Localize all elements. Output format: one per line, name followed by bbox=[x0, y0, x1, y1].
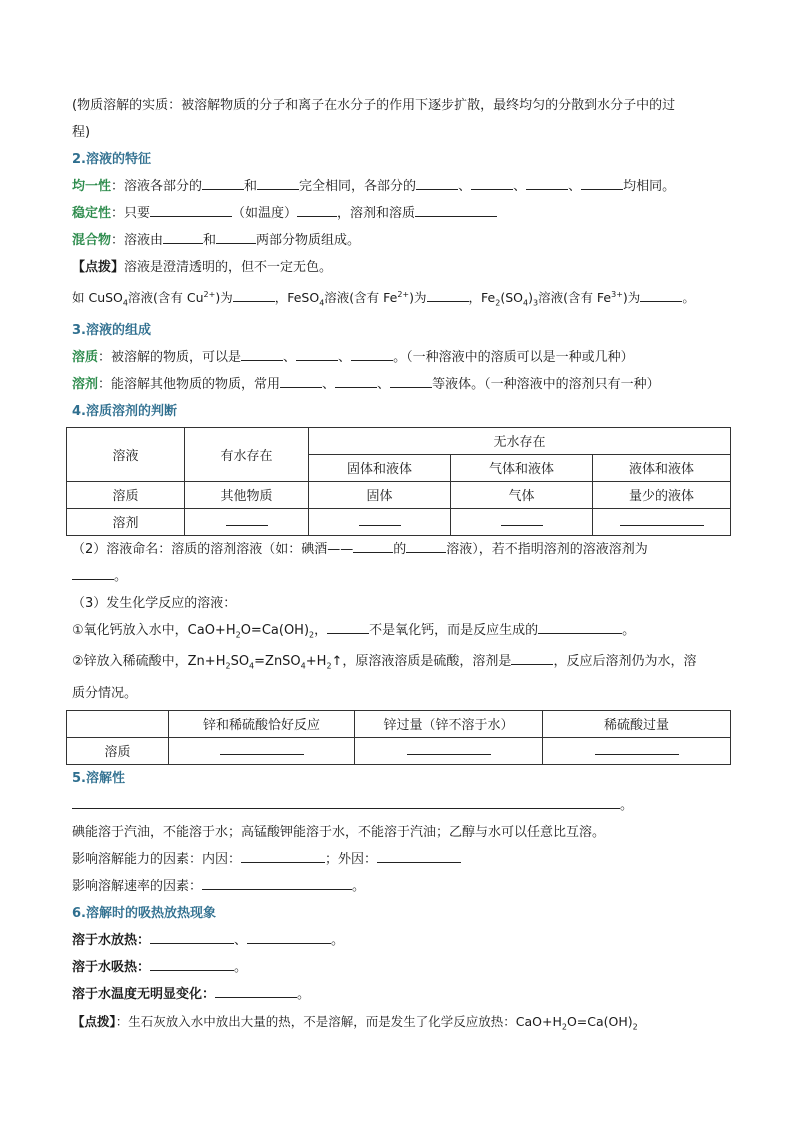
text: 均相同。 bbox=[623, 179, 676, 194]
text: ，溶剂和溶质 bbox=[337, 206, 416, 221]
blank[interactable] bbox=[220, 742, 304, 755]
cell bbox=[451, 508, 593, 535]
text: ) bbox=[528, 290, 533, 306]
blank[interactable] bbox=[501, 513, 543, 526]
intro-text-end: 程) bbox=[72, 125, 91, 140]
subscript: 4 bbox=[249, 661, 255, 671]
uniformity-line bbox=[72, 175, 732, 199]
header-solid-liquid: 固体和液体 bbox=[309, 454, 451, 481]
reaction-heading: （3）发生化学反应的溶液： bbox=[72, 595, 237, 611]
blank[interactable] bbox=[335, 373, 377, 388]
cao-line bbox=[72, 619, 732, 648]
text: ②锌放入稀硫酸中，Zn+H bbox=[72, 654, 226, 670]
blank[interactable] bbox=[620, 513, 704, 526]
endothermic-line bbox=[72, 956, 732, 980]
text: ①氧化钙放入水中，CaO+H bbox=[72, 622, 236, 638]
blank[interactable] bbox=[150, 202, 232, 217]
blank[interactable] bbox=[150, 929, 234, 944]
subscript: 4 bbox=[319, 298, 325, 308]
text: ：生石灰放入水中放出大量的热，不是溶解，而是发生了化学反应放热：CaO+H bbox=[115, 1013, 562, 1029]
text: 溶液(含有 Fe bbox=[324, 290, 398, 306]
text: 溶液(含有 Cu bbox=[128, 290, 204, 306]
blank[interactable] bbox=[327, 619, 369, 634]
text: 。 bbox=[682, 290, 695, 306]
cell bbox=[309, 508, 451, 535]
text: 、 bbox=[338, 349, 352, 365]
cell bbox=[185, 508, 309, 535]
text: ；外因： bbox=[325, 851, 378, 867]
text: 溶于水放热： bbox=[72, 932, 151, 948]
section-5-heading: 5.溶解性 bbox=[72, 770, 125, 786]
blank[interactable] bbox=[407, 742, 491, 755]
intro-line-1 bbox=[72, 94, 732, 118]
blank[interactable] bbox=[415, 202, 497, 217]
subscript: 2 bbox=[309, 630, 315, 640]
subscript: 2 bbox=[561, 1022, 567, 1032]
zn-line bbox=[72, 650, 732, 679]
cell: 量少的液体 bbox=[593, 481, 731, 508]
cell: 固体 bbox=[309, 481, 451, 508]
subscript: 2 bbox=[326, 661, 332, 671]
cell bbox=[169, 737, 355, 764]
examples-line: 碘能溶于汽油，不能溶于水；高锰酸钾能溶于水，不能溶于汽油；乙醇与水可以任意比互溶。 bbox=[72, 824, 606, 840]
text: O=Ca(OH) bbox=[240, 622, 310, 638]
text: ：溶液由 bbox=[111, 233, 164, 248]
header-exact: 锌和稀硫酸恰好反应 bbox=[169, 710, 355, 737]
stability-line bbox=[72, 202, 732, 226]
header-with-water: 有水存在 bbox=[185, 427, 309, 481]
header-zinc-excess: 锌过量（锌不溶于水） bbox=[355, 710, 543, 737]
text: 溶液），若不指明溶剂的溶液溶剂为 bbox=[446, 541, 648, 557]
text: （如温度） bbox=[232, 206, 298, 221]
text: )为 bbox=[622, 290, 641, 306]
text: 、 bbox=[458, 179, 472, 194]
subscript: 2 bbox=[225, 661, 231, 671]
blank[interactable] bbox=[595, 742, 679, 755]
text: 影响溶解速率的因素： bbox=[72, 878, 203, 894]
text: 、 bbox=[283, 349, 297, 365]
text: 两部分物质组成。 bbox=[256, 233, 361, 248]
text: 。 bbox=[114, 568, 128, 584]
solute-solvent-table bbox=[66, 427, 731, 536]
blank[interactable] bbox=[526, 175, 568, 190]
text: 、 bbox=[377, 376, 391, 392]
text: O=Ca(OH) bbox=[566, 1013, 633, 1029]
cell: 气体 bbox=[451, 481, 593, 508]
cell bbox=[355, 737, 543, 764]
blank[interactable] bbox=[427, 287, 469, 302]
text: 和 bbox=[203, 233, 217, 248]
blank[interactable] bbox=[351, 346, 393, 361]
section-2-heading: 2.溶液的特征 bbox=[72, 152, 151, 167]
cell bbox=[543, 737, 731, 764]
blank[interactable] bbox=[241, 346, 283, 361]
blank[interactable] bbox=[280, 373, 322, 388]
text: 溶液(含有 Fe bbox=[538, 290, 612, 306]
text: (SO bbox=[500, 290, 523, 306]
solvent-line bbox=[72, 373, 732, 397]
solute-term: 溶质 bbox=[72, 349, 99, 365]
mixture-term: 混合物 bbox=[72, 233, 112, 248]
text: 等液体。（一种溶液中的溶剂只有一种） bbox=[432, 376, 660, 392]
header-solution: 溶液 bbox=[67, 427, 185, 481]
worksheet-page bbox=[72, 94, 732, 1042]
blank[interactable] bbox=[471, 175, 513, 190]
text: 、 bbox=[322, 376, 336, 392]
blank[interactable] bbox=[215, 983, 297, 998]
text: 。 bbox=[622, 622, 636, 638]
text: 溶于水温度无明显变化： bbox=[72, 986, 216, 1002]
text: 、 bbox=[234, 932, 248, 948]
tip-text: 溶液是澄清透明的，但不一定无色。 bbox=[124, 260, 333, 275]
blank[interactable] bbox=[511, 650, 553, 665]
text: 、 bbox=[513, 179, 527, 194]
blank[interactable] bbox=[297, 202, 337, 217]
text: SO bbox=[230, 654, 250, 670]
text: ，反应后溶剂仍为水，溶 bbox=[553, 654, 697, 670]
text: 如 CuSO bbox=[72, 290, 123, 306]
solubility-line bbox=[72, 794, 732, 818]
text: 。（一种溶液中的溶质可以是一种或几种） bbox=[393, 349, 634, 365]
text: ：被溶解的物质，可以是 bbox=[98, 349, 242, 365]
blank[interactable] bbox=[163, 229, 203, 244]
intro-line-2 bbox=[72, 121, 732, 145]
text: 影响溶解能力的因素：内因： bbox=[72, 851, 242, 867]
solute-line bbox=[72, 346, 732, 370]
blank[interactable] bbox=[640, 287, 682, 302]
solvent-term: 溶剂 bbox=[72, 376, 99, 392]
text: ，Fe bbox=[468, 290, 496, 306]
text: ↑，原溶液溶质是硫酸，溶剂是 bbox=[331, 654, 512, 670]
text: =ZnSO bbox=[254, 654, 301, 670]
cell: 其他物质 bbox=[185, 481, 309, 508]
text: 、 bbox=[568, 179, 582, 194]
subscript: 2 bbox=[235, 630, 241, 640]
blank[interactable] bbox=[72, 565, 114, 580]
mixture-line bbox=[72, 229, 732, 253]
row-solvent-label: 溶剂 bbox=[67, 508, 185, 535]
text: 。 bbox=[297, 986, 311, 1002]
intro-text: (物质溶解的实质：被溶解物质的分子和离子在水分子的作用下逐步扩散，最终均匀的分散到水分子中的过 bbox=[72, 98, 676, 113]
cell bbox=[593, 508, 731, 535]
superscript: 2+ bbox=[203, 290, 216, 299]
tip-label: 【点拨】 bbox=[72, 260, 125, 275]
blank[interactable] bbox=[247, 929, 331, 944]
blank[interactable] bbox=[233, 287, 275, 302]
cell bbox=[67, 710, 169, 737]
subscript: 4 bbox=[300, 661, 306, 671]
text: ：溶液各部分的 bbox=[111, 179, 203, 194]
subscript: 4 bbox=[522, 298, 529, 308]
tip-label: 【点拨】 bbox=[72, 1013, 116, 1029]
naming-line bbox=[72, 538, 732, 562]
text: ， bbox=[314, 622, 328, 638]
text: 完全相同，各部分的 bbox=[299, 179, 417, 194]
text: 的 bbox=[393, 541, 407, 557]
text: （2）溶液命名：溶质的溶剂溶液（如：碘酒—— bbox=[72, 541, 354, 557]
superscript: 3+ bbox=[611, 290, 623, 299]
blank[interactable] bbox=[216, 229, 256, 244]
blank[interactable] bbox=[202, 875, 352, 890]
blank[interactable] bbox=[150, 956, 234, 971]
blank[interactable] bbox=[257, 175, 299, 190]
blank[interactable] bbox=[353, 538, 393, 553]
subscript: 2 bbox=[495, 298, 501, 308]
blank[interactable] bbox=[377, 848, 461, 863]
section-4-heading: 4.溶质溶剂的判断 bbox=[72, 403, 177, 419]
row-solute-label: 溶质 bbox=[67, 737, 169, 764]
header-liquid-liquid: 液体和液体 bbox=[593, 454, 731, 481]
no-change-line bbox=[72, 983, 732, 1007]
header-no-water: 无水存在 bbox=[309, 427, 731, 454]
section-3-heading: 3.溶液的组成 bbox=[72, 322, 151, 338]
tip-line-2 bbox=[72, 1010, 732, 1040]
text: 。 bbox=[352, 878, 366, 894]
exothermic-line bbox=[72, 929, 732, 953]
text: 不是氧化钙，而是反应生成的 bbox=[369, 622, 539, 638]
text: 。 bbox=[331, 932, 345, 948]
text: 溶于水吸热： bbox=[72, 959, 151, 975]
blank[interactable] bbox=[202, 175, 244, 190]
uniformity-term: 均一性 bbox=[72, 179, 112, 194]
text: 和 bbox=[244, 179, 258, 194]
blank[interactable] bbox=[72, 794, 620, 809]
text: ：只要 bbox=[111, 206, 151, 221]
blank[interactable] bbox=[538, 619, 622, 634]
header-gas-liquid: 气体和液体 bbox=[451, 454, 593, 481]
blank[interactable] bbox=[226, 513, 268, 526]
header-acid-excess: 稀硫酸过量 bbox=[543, 710, 731, 737]
ion-color-line bbox=[72, 283, 732, 316]
zinc-acid-table bbox=[66, 710, 731, 765]
text: +H bbox=[305, 654, 327, 670]
blank[interactable] bbox=[406, 538, 446, 553]
stability-term: 稳定性 bbox=[72, 206, 112, 221]
text: )为 bbox=[215, 290, 233, 306]
blank[interactable] bbox=[359, 513, 401, 526]
naming-line-2 bbox=[72, 565, 732, 589]
blank[interactable] bbox=[581, 175, 623, 190]
text: ：能溶解其他物质的物质，常用 bbox=[98, 376, 281, 392]
subscript: 2 bbox=[632, 1022, 638, 1032]
zn-line-2: 质分情况。 bbox=[72, 685, 138, 701]
blank[interactable] bbox=[416, 175, 458, 190]
tip-line bbox=[72, 256, 732, 280]
text: )为 bbox=[409, 290, 427, 306]
blank[interactable] bbox=[241, 848, 325, 863]
blank[interactable] bbox=[390, 373, 432, 388]
superscript: 2+ bbox=[397, 290, 410, 299]
text: ，FeSO bbox=[274, 290, 320, 306]
subscript: 4 bbox=[122, 298, 128, 308]
subscript: 3 bbox=[532, 298, 539, 308]
rate-line bbox=[72, 875, 732, 899]
blank[interactable] bbox=[296, 346, 338, 361]
text: 。 bbox=[620, 797, 634, 813]
text: 。 bbox=[234, 959, 248, 975]
section-6-heading: 6.溶解时的吸热放热现象 bbox=[72, 905, 216, 921]
factors-line bbox=[72, 848, 732, 872]
row-solute-label: 溶质 bbox=[67, 481, 185, 508]
